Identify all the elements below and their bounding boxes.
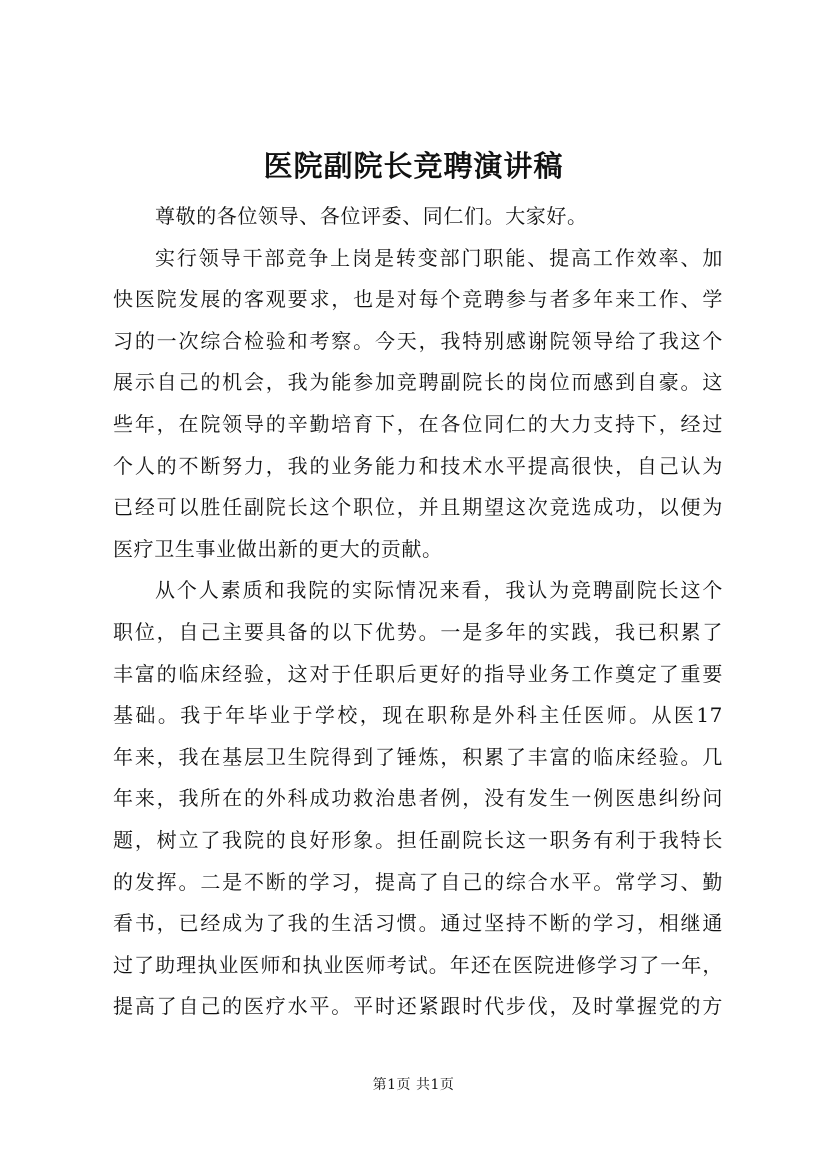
paragraph-line: 已经可以胜任副院长这个职位，并且期望这次竞选成功，以便为: [113, 495, 723, 520]
paragraph-line: 丰富的临床经验，这对于任职后更好的指导业务工作奠定了重要: [113, 661, 723, 686]
paragraph-line: 年来，我在基层卫生院得到了锤炼，积累了丰富的临床经验。几: [113, 744, 723, 769]
paragraph-line: 的发挥。二是不断的学习，提高了自己的综合水平。常学习、勤: [113, 869, 723, 894]
document-body: [113, 196, 723, 1028]
paragraph-line: 题，树立了我院的良好形象。担任副院长这一职务有利于我特长: [113, 827, 723, 852]
paragraph-line: 过了助理执业医师和执业医师考试。年还在医院进修学习了一年，: [113, 952, 723, 977]
paragraph-line: 职位，自己主要具备的以下优势。一是多年的实践，我已积累了: [113, 619, 723, 644]
paragraph-line: 展示自己的机会，我为能参加竞聘副院长的岗位而感到自豪。这: [113, 370, 723, 395]
paragraph-line: 基础。我于年毕业于学校，现在职称是外科主任医师。从医17: [113, 703, 723, 728]
paragraph-line: 快医院发展的客观要求，也是对每个竞聘参与者多年来工作、学: [113, 287, 723, 312]
salutation-line: 尊敬的各位领导、各位评委、同仁们。大家好。: [155, 204, 588, 228]
paragraph-line: 看书，已经成为了我的生活习惯。通过坚持不断的学习，相继通: [113, 911, 723, 936]
paragraph-line: 个人的不断努力，我的业务能力和技术水平提高很快，自己认为: [113, 453, 723, 478]
paragraph-line: 从个人素质和我院的实际情况来看，我认为竞聘副院长这个: [155, 578, 723, 603]
document-title: 医院副院长竞聘演讲稿: [263, 149, 564, 183]
paragraph-line: 些年，在院领导的辛勤培育下，在各位同仁的大力支持下，经过: [113, 411, 723, 436]
paragraph-line: 医疗卫生事业做出新的更大的贡献。: [113, 536, 443, 561]
paragraph-line: 习的一次综合检验和考察。今天，我特别感谢院领导给了我这个: [113, 328, 723, 353]
paragraph-line: 年来，我所在的外科成功救治患者例，没有发生一例医患纠纷问: [113, 786, 723, 811]
paragraph-line: 提高了自己的医疗水平。平时还紧跟时代步伐，及时掌握党的方: [113, 994, 723, 1019]
paragraph-line: 实行领导干部竞争上岗是转变部门职能、提高工作效率、加: [155, 245, 723, 270]
page-footer: 第1页 共1页: [372, 1077, 455, 1093]
